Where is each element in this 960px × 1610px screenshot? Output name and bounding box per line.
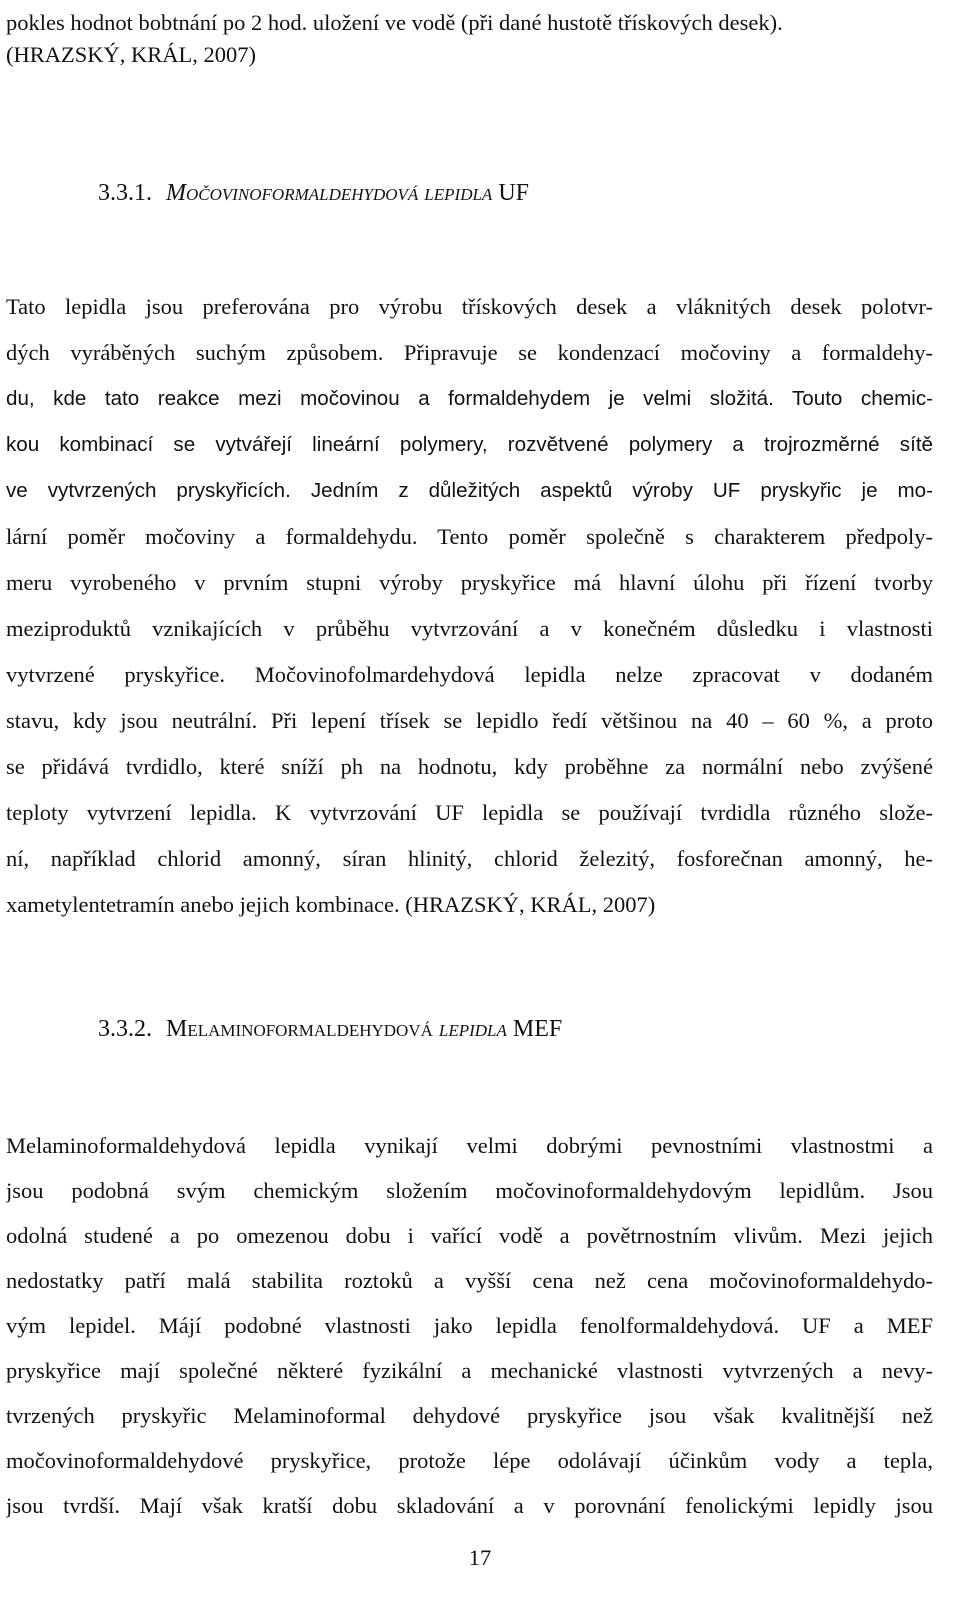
page-number: 17 xyxy=(468,1545,492,1570)
paragraph-line: teploty vytvrzení lepidla. K vytvrzování UF lepidla se používají tvrdidla různého slože- xyxy=(6,800,933,825)
paragraph-line: se přidává tvrdidlo, které sníží ph na hodnotu, kdy proběhne za normální nebo zvýšené xyxy=(6,754,933,779)
section-abbr: MEF xyxy=(512,1016,563,1042)
paragraph-line: (HRAZSKÝ, KRÁL, 2007) xyxy=(6,42,256,67)
section-title: Močovinoformaldehydová lepidla xyxy=(166,180,493,206)
paragraph-line: nedostatky patří malá stabilita roztoků a vyšší cena než cena močovinoformaldehydo- xyxy=(6,1268,933,1293)
paragraph-line: meziproduktů vznikajících v průběhu vytvrzování a v konečném důsledku i vlastnosti xyxy=(6,616,933,641)
paragraph-line: ní, například chlorid amonný, síran hlinitý, chlorid železitý, fosforečnan amonný, he- xyxy=(6,846,933,871)
paragraph-line: tvrzených pryskyřic Melaminoformal dehydové pryskyřice jsou však kvalitnější než xyxy=(6,1403,933,1428)
paragraph-line: ve vytvrzených pryskyřicích. Jedním z důležitých aspektů výroby UF pryskyřic je mo- xyxy=(6,479,933,502)
paragraph-line: du, kde tato reakce mezi močovinou a formaldehydem je velmi složitá. Touto chemic- xyxy=(6,387,933,410)
paragraph-line: jsou podobná svým chemickým složením močovinoformaldehydovým lepidlům. Jsou xyxy=(6,1178,933,1203)
section-abbr: UF xyxy=(498,180,529,206)
section-title-italic: lepidla xyxy=(438,1016,507,1042)
paragraph-line: lární poměr močoviny a formaldehydu. Tento poměr společně s charakterem předpoly- xyxy=(6,524,933,549)
paragraph-line: stavu, kdy jsou neutrální. Při lepení třísek se lepidlo ředí většinou na 40 – 60 %, a proto xyxy=(6,708,933,733)
paragraph-line: Melaminoformaldehydová lepidla vynikají velmi dobrými pevnostními vlastnostmi a xyxy=(6,1133,933,1158)
paragraph-line: vytvrzené pryskyřice. Močovinofolmardehydová lepidla nelze zpracovat v dodaném xyxy=(6,662,933,687)
paragraph-line: Tato lepidla jsou preferována pro výrobu třískových desek a vláknitých desek polotvr- xyxy=(6,294,933,319)
section-title: Melaminoformaldehydová xyxy=(166,1016,433,1042)
paragraph-line: močovinoformaldehydové pryskyřice, protože lépe odolávají účinkům vody a tepla, xyxy=(6,1448,933,1473)
section-heading-mef xyxy=(98,1014,562,1044)
paragraph-line: odolná studené a po omezenou dobu i vařící vodě a povětrnostním vlivům. Mezi jejich xyxy=(6,1223,933,1248)
paragraph-line: jsou tvrdší. Mají však kratší dobu skladování a v porovnání fenolickými lepidly jsou xyxy=(6,1493,933,1518)
paragraph-line: meru vyrobeného v prvním stupni výroby pryskyřice má hlavní úlohu při řízení tvorby xyxy=(6,570,933,595)
paragraph-line: pryskyřice mají společné některé fyzikální a mechanické vlastnosti vytvrzených a nevy- xyxy=(6,1358,933,1383)
section-number: 3.3.1. xyxy=(98,180,152,206)
section-number: 3.3.2. xyxy=(98,1016,152,1042)
paragraph-line: xametylentetramín anebo jejich kombinace. (HRAZSKÝ, KRÁL, 2007) xyxy=(6,892,656,917)
paragraph-line: kou kombinací se vytvářejí lineární polymery, rozvětvené polymery a trojrozměrné sítě xyxy=(6,433,933,456)
paragraph-line: pokles hodnot bobtnání po 2 hod. uložení ve vodě (při dané hustotě třískových desek). xyxy=(6,10,783,35)
section-heading-uf xyxy=(98,178,529,208)
paragraph-line: dých vyráběných suchým způsobem. Připravuje se kondenzací močoviny a formaldehy- xyxy=(6,340,933,365)
paragraph-line: vým lepidel. Májí podobné vlastnosti jako lepidla fenolformaldehydová. UF a MEF xyxy=(6,1313,933,1338)
